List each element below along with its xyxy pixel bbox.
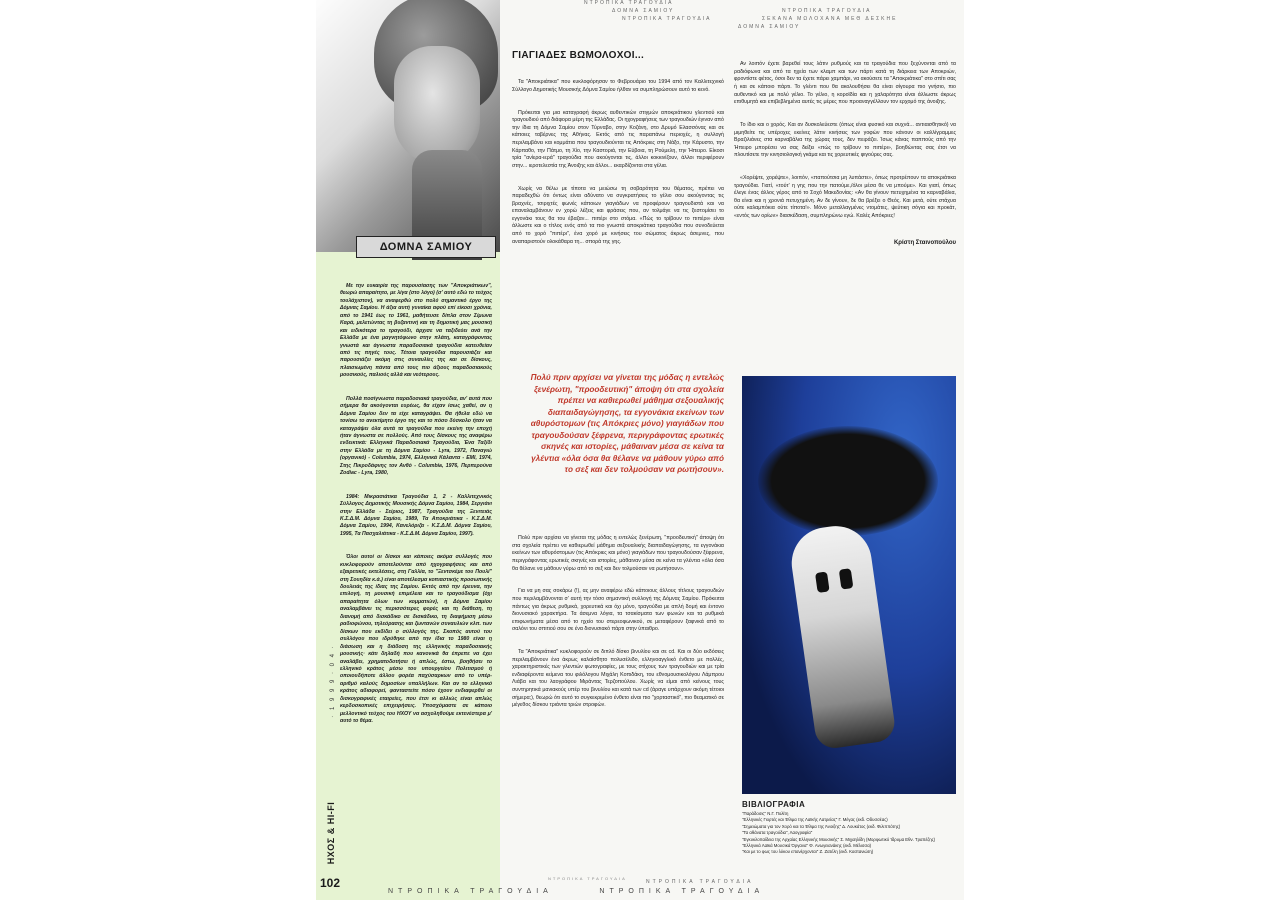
bibliography-item: "Και με το φως του λύκου επανέρχονται" Ζ. Ζατέλη (εκδ. Καστανιώτη) xyxy=(742,849,874,855)
author-signature: Κρίστη Σταινοπούλου xyxy=(893,239,956,246)
magazine-name-vertical: ΗΧΟΣ & HI-FI xyxy=(326,801,336,865)
bibliography-item: "Σημειώματα για τον Χορό και τα Έθιμα της Άνοιξης" Δ. Λουκάτος (εκδ. Φιλιππότης) xyxy=(742,823,901,829)
header-running-title: ΔΟΜΝΑ ΣΑΜΙΟΥ xyxy=(612,8,675,14)
article-paragraph: Χωρίς να θέλω με τίποτα να μειώσω τη σοβαρότητα του θέματος, πρέπει να παραδεχθώ ότι όντως είναι αδύνατο να συγκρατήσεις το γέλιο σου ακούγοντας τις βραχνές, τσιριχτές φωνές κάποιων γιαγιάδων να προφέρουν τραγουδιστά και να επαναλαμβάνουν εν χορώ λέξεις και φράσεις που, αν τολμάγε να τις ξεστομίσει το εγγονάκι τους θα του έβαζαν... πιπέρι στο στόμα. «Πώς το τρίβουν το πιπέρι» είναι άλλωστε και ο τίτλος ενός από τα πιο γνωστά αποκριάτικα τραγούδια που συνοδεύεται από το χορό "πιπέρι", ένα χορό με κινήσεις του σώματος άκρως άσεμνες, που αναπαριστούν ολοκάθαρα τη... σπορά της γης. xyxy=(512,185,726,245)
bibliography-item: "Ελληνικές Γιορτές και Έθιμα της Λαϊκής Λατρείας" Γ. Μέγας (εκδ. Οδυσσέας) xyxy=(742,817,888,823)
carnival-mask-photo xyxy=(742,376,956,794)
bibliography-item: "Ελληνικά Λαϊκά Μουσικά Όργανα" Φ. Ανωγειανάκης (εκδ. Μέλισσα) xyxy=(742,843,872,849)
page-number: 102 xyxy=(320,876,341,890)
bibliography-item: "Τα αθάνατα τραγούδια", Λαογραφία" xyxy=(742,830,813,836)
footer-running-title xyxy=(388,888,948,895)
photo-fur-headdress xyxy=(758,426,938,536)
header-running-title: ΝΤΡΟΠΙΚΑ ΤΡΑΓΟΥΔΙΑ xyxy=(782,8,872,14)
vertical-deco: · 1 9 9 9 · 0 4 · xyxy=(330,644,336,718)
mask-eye xyxy=(839,568,854,589)
footer-title-text: ΝΤΡΟΠΙΚΑ ΤΡΑΓΟΥΔΙΑ xyxy=(388,888,553,895)
article-paragraph: Αν λοιπόν έχετε βαρεθεί τους λάτιν ρυθμούς και τα τραγούδια που ξεχύνονται από τα ραδιόφωνα και από τα ηχεία των κλαμπ και των πάρτι κατά τη διάρκεια των Αποκριών, φροντίστε φέτος, όσοι δεν τα έχετε πάρει χαμπάρι, να ακούσετε τα "Αποκριάτικα" στο σπίτι σας ή και σε κάποιο πάρτι. Το γλέντι που θα ακολουθήσει θα είναι σίγουρα πιο γνήσιο, πιο αυθεντικό και με πολύ γέλιο. Το γέλιο, η κοροϊδία και η χαλαρότητα είναι άλλωστε άκρως επιθυμητά και επιβεβλημένα αυτές τις μέρες που προαναγγέλλουν τον ερχομό της άνοιξης. xyxy=(734,61,958,106)
article-paragraph: Πρόκειται για μια καταγραφή άκρως αυθεντικών στιγμών αποκριάτικου γλεντιού και τραγουδιού από διάφορα μέρη της Ελλάδας. Οι ηχογραφήσεις των τραγουδιών έγιναν από την ίδια τη Δόμνα Σαμίου στον Τύρναβο, στην Κοζάνη, στο Δρυμό Ελασσόνας και σε κάποιες ταβέρνες της Αθήνας. Εκτός από τις παραπάνω περιοχές, η συλλογή περιλαμβάνει και κομμάτια που τραγουδιούνται τις Απόκριες στη Νάξο, την Κάρυστο, την Κάρπαθο, την Πάτμο, τη Χίο, την Καστοριά, την Εύβοια, τη Ρούμελη, την Ήπειρο. Είκοσι τρία "ανίερα-ιερά" τραγούδια που ακούγονται τις, άλλοι κοκκινίζουν, άλλοι περιφέρουν στην... ιεροτελεστία της Άνοιξης και άλλοι... εκαρδίζονται στα γέλια. xyxy=(512,109,726,169)
header-running-title: ΝΤΡΟΠΙΚΑ ΤΡΑΓΟΥΔΙΑ xyxy=(584,0,674,6)
portrait-photo xyxy=(316,0,500,252)
portrait-face xyxy=(394,46,480,164)
article-paragraph: Το ίδιο και ο χορός. Και αν δυσκολεύεστε (όπως είναι φυσικό και συχνά... αντιαισθητικό) να μιμηθείτε τις υπέροχες εκείνες λάτιν κινήσεις των γοφών που κάνουν οι καλλίγραμμες Βραζιλιάνες στα καρναβάλια της χώρας τους, δεν πειράζει. Ίσως κάνας παππούς από την Ήπειρο μπορέσει να σας δείξει «πώς το τρίβουν το πιπέρι», βοηθώντας σας έτσι να πλουτίσετε την κινησιολογική γκάμα και τις χορευτικές φιγούρες σας. xyxy=(734,121,958,159)
article-paragraph: Τα "Αποκριάτικα" κυκλοφορούν σε διπλό δίσκο βινυλίου και σε cd. Και οι δύο εκδόσεις περιλαμβάνουν ένα άκρως καλαίσθητο πολυσέλιδο, ελληνοαγγλικό ένθετο με πολλές, χαρακτηριστικές των γλεντιών φωτογραφίες, με τους στίχους των τραγουδιών και με τρία ενδιαφέροντα κείμενα του φιλόλογου Μιχάλη Κοπιδάκη, του εθνομουσικολόγου Λάμπρου Λιάβα και του λαογράφου Μιράντας Τερζοπούλου. Χωρίς να είμαι από κείνους τους συντηρητικά μανιακούς υπέρ του βινυλίου και κατά των cd (άραγε υπάρχουν ακόμη τέτοιοι σήμερα;), θεωρώ ότι αυτό το συγκεκριμένο ένθετο είναι πιο "χορταστικό", πιο θεαματικό σε μέγεθος δίσκου τριάντα τριών στροφών. xyxy=(512,649,726,709)
article-body xyxy=(734,46,956,236)
bibliography xyxy=(742,800,956,856)
sidebar-text xyxy=(340,268,492,858)
article-column-right xyxy=(734,46,956,246)
sidebar-paragraph: 1984: Μικρασιάτικα Τραγούδια 1, 2 - Καλλιτεχνικός Σύλλογος Δημοτικής Μουσικής Δόμνα Σαμίου, 1984, Σεργιάνι στην Ελλάδα - Σείριος, 1987, Τραγούδια της Ξενιτειάς Κ.Σ.Δ.Μ. Δόμνα Σαμίου, 1989, Τα Αποκριάτικα - Κ.Σ.Δ.Μ. Δόμνα Σαμίου, 1994, Κανελόριζα - Κ.Σ.Δ.Μ. Δόμνα Σαμίου, 1995, Τα Πασχαλιάτικα - Κ.Σ.Δ.Μ. Δόμνα Σαμίου, 1997). xyxy=(340,493,494,537)
footer-small-line: ΝΤΡΟΠΙΚΑ ΤΡΑΓΟΥΔΙΑ xyxy=(646,879,754,885)
header-running-title: ΔΟΜΝΑ ΣΑΜΙΟΥ xyxy=(738,24,801,30)
vertical-strip xyxy=(322,630,334,890)
bibliography-item: "Παράδοσις" Ν.Γ. Πολίτη xyxy=(742,811,789,816)
mask-eye xyxy=(815,571,830,592)
sidebar-paragraph: Με την ευκαιρία της παρουσίασης των "Αποκριάτικων", θεωρώ απαραίτητο, με λίγα (στο λόγο) (σ' αυτό εδώ το τεύχος τουλάχιστον), να αναφερθώ στο πολύ σημαντικό έργο της Δόμνας Σαμίου. Η άξια αυτή γυναίκα αφού επί είκοσι χρόνια, από το 1941 έως το 1961, μαθήτευσε δίπλα στον Σίμωνα Καρά, μελετώντας τη βυζαντινή και τη δημοτική μας μουσική και ειδικότερα το τραγούδι, άρχισε να ταξιδεύει ανά την Ελλάδα με ένα μαγνητόφωνο στην πλάτη, καταγράφοντας γνωστά και άγνωστα παραδοσιακά τραγούδια κατευθείαν από τις πηγές τους. Τέτοια τραγούδια παρουσιάζει και παρουσιάζει ακόμη στις συναυλίες της και σε δίσκους, πλαισιωμένη πάντα από τους πιο άξιους παραδοσιακούς μουσικούς, παλιούς αλλά και νεότερους. xyxy=(340,282,494,379)
name-banner: ΔΟΜΝΑ ΣΑΜΙΟΥ xyxy=(356,236,496,258)
sidebar xyxy=(316,0,500,900)
article-paragraph: Τα "Αποκριάτικα" που κυκλοφόρησαν το Φεβρουάριο του 1994 από τον Καλλιτεχνικό Σύλλογο Δημοτικής Μουσικής Δόμνα Σαμίου ήλθαν να συμπληρώσουν αυτό το κενό. xyxy=(512,79,726,93)
bibliography-title: ΒΙΒΛΙΟΓΡΑΦΙΑ xyxy=(742,800,806,809)
article-heading: ΓΙΑΓΙΑΔΕΣ ΒΩΜΟΛΟΧΟΙ... xyxy=(512,50,645,61)
footer-small-line: ΝΤΡΟΠΙΚΑ ΤΡΑΓΟΥΔΙΑ xyxy=(548,876,627,881)
sidebar-paragraph: Πολλά ποσίγνωστα παραδοσιακά τραγούδια, αν' αυτά που σήμερα θα ακούγονται ευρέως, θα είχαν ίσως χαθεί, αν η Δόμνα Σαμίου δεν τα είχε καταγράψει. Θα ήθελα εδώ να τονίσω το ανεκτίμητο έργο της και το πόσο δύσκολο ήταν να καταγράψει όλα αυτά τα τραγούδια που εκείνη την εποχή ήταν άγνωστα σε πολλούς. Από τους δίσκους της αναφέρω ενδεικτικά: Ελληνικά Παραδοσιακά Τραγούδια, Ένα Ταξίδι στην Ελλάδα με τη Δόμνα Σαμίου - Lyra, 1972, Παναγιώ (οργανικό) - Columbia, 1974, Ελληνικά Κάλαντα - EMI, 1974, Στης Πικροδάφνης τον Ανθό - Columbia, 1976, Περπερούνα Zodiac - Lyra, 1980, xyxy=(340,395,494,477)
pull-quote: Πολύ πριν αρχίσει να γίνεται της μόδας η εντελώς ξενέρωτη, "προοδευτική" άποψη ότι στα σχολεία πρέπει να καθιερωθεί μάθημα σεξουαλικής διαπαιδαγώγησης, τα εγγονάκια εκείνων των αθυρόστομων (τις Απόκριες μόνο) γιαγιάδων που τραγουδούσαν ξέφρενα, περιγράφοντας ερωτικές σκηνές και ιστορίες, μάθαιναν μέσα σε κείνα τα γλέντια «όλα όσα θα θέλανε να μάθουν γύρω από το σεξ και δεν τολμούσαν να ρωτήσουν». xyxy=(530,373,724,474)
article-paragraph: «Χορέψτε, χορέψτε», λοιπόν, «παπούτσια μη λυπάστε», όπως προτρέπουν τα αποκριάτικα τραγούδια. Γιατί, «τούτ' η γης που την πατούμε,/όλοι μέσα θε να μπούμε». Και γιατί, όπως έλεγε ένας άλλος γέρος από το Σοχό Μακεδονίας: «Αν θα γίνουν πετυχημένα τα καρναβάλια, θα είναι και η χρονιά πετυχημένη. Αν δε γίνουν, δε θα βρέξει ο Θεός. Και μετά, ούτε στάχυα ούτε καλαμπόκια ούτε τίποτα!». Μόνο μεταλλαγμένες ντομάτες, ψεύτικη σόγια και προκάτ, «εντός των ορίων» διασκέδαση, συμπληρώνω εγώ. Καλές Απόκριες! xyxy=(734,175,958,220)
article-paragraph: Για να μη σας σοκάρω (!), ας μην αναφέρω εδώ κάποιους άλλους τίτλους τραγουδιών που περιλαμβάνονται σ' αυτή την τόσο σημαντική συλλογή της Δόμνας Σαμίου. Πρόκειται πάντως για άκρως ρυθμικά, χορευτικά και όχι μόνο, τραγούδια με απλή δομή και έντονο διονυσιακό χαρακτήρα. Τα άσεμνα λόγια, τα τσακίσματα των φωνών και τα ρυθμικά επιφωνήματα μέσα από το ηχείο του στερεοφωνικού, σε μεταφέρουν ξαφνικά από το σαλόνι του σπιτιού σου σε ένα διονυσιακό πάρτι στην ύπαιθρο. xyxy=(512,588,726,633)
header-rule xyxy=(512,0,962,30)
bibliography-item: "Εγκυκλοπαίδεια της Αρχαίας Ελληνικής Μουσικής" Σ. Μιχαηλίδη (Μορφωτικό Ίδρυμα Εθν. Τραπέζης) xyxy=(742,836,936,842)
article-paragraph: Πολύ πριν αρχίσει να γίνεται της μόδας η εντελώς ξενέρωτη, "προοδευτική" άποψη ότι στα σχολεία πρέπει να καθιερωθεί μάθημα σεξουαλικής διαπαιδαγώγησης, τα εγγονάκια εκείνων των αθυρόστομων (τις Απόκριες και μόνο) γιαγιάδων που τραγουδούσαν ξέφρενα, περιγράφοντας ερωτικές σκηνές και ιστορίες, μάθαιναν μέσα σε κείνα τα γλέντια «όλα όσα θα θέλανε να μάθουν γύρω από το σεξ και δεν τολμούσαν να ρωτήσουν». xyxy=(512,535,726,572)
header-running-title: ΣΕΚΑΝΑ ΜΩΛΟΧΑΝΑ ΜΕΘ ΔΕΣΚΗΕ xyxy=(762,16,898,22)
article-body xyxy=(512,520,724,725)
article-column-middle-lower xyxy=(512,520,724,725)
footer-title-text: ΝΤΡΟΠΙΚΑ ΤΡΑΓΟΥΔΙΑ xyxy=(599,888,765,895)
header-running-title: ΝΤΡΟΠΙΚΑ ΤΡΑΓΟΥΔΙΑ xyxy=(622,16,712,22)
article-column-middle xyxy=(512,46,724,261)
bibliography-list xyxy=(742,811,956,856)
article-body xyxy=(512,64,724,261)
sidebar-paragraph: Όλοι αυτοί οι δίσκοι και κάποιες ακόμα συλλογές που κυκλοφορούν αποτελούνται από ηχογραφήσεις και από εξαιρετικές εκτελέσεις, στη Γαλλία, το "Ξεντσκέμε του Πουλί" στη Σουηδία κ.ά.) είναι αποτέλεσμα κοπιαστικής προσωπικής δουλειάς της ίδιας της Σαμίου. Εκτός από την έρευνα, την επιλογή, τη μουσική επιμέλεια και το τραγούδισμα (όχι απαραίτητα όλων των κομματιών), η Δόμνα Σαμίου αναλαμβάνει τις περισσότερες φορές και τη διάθεση, τη διανομή από δισκάδικο σε δισκάδικο, τη διαφήμιση μέσω ραδιοφώνου, τηλεόρασης και ζωντανών συναυλιών κλπ. των δίσκων που εκδίδει ο σύλλογός της. Σκοπός αυτού του συλλόγου που ιδρύθηκε από την ίδια το 1980 είναι η διάσωση και η διάδοση της ελληνικής παραδοσιακής μουσικής· κάτι δηλαδή που κανονικά θα έπρεπε να έχει αναλάβει, χρηματοδοτήσει ή απλώς, έστω, βοηθήσει το ελληνικό κράτος μέσω του υπουργείου Πολιτισμού ή οποιουδήποτε άλλου φορέα παχύσαρκων από το υπέρ-αριθμό καλούς δημοσίων υπαλλήλων. Και αν το ελληνικό κράτος αδιαφορεί, φανταστείτε πόσο έχουν ενδιαφερθεί οι δισκογραφικές εταιρείες, που έτσι κι αλλιώς είναι απλώς κερδοσκοπικές επιχειρήσεις. Υποσχόμαστε σε κάποιο μελλοντικό τεύχος του ΗΧΟΥ να ασχοληθούμε εκτενέστερα μ' αυτό το θέμα. xyxy=(340,554,494,725)
magazine-page xyxy=(316,0,964,900)
